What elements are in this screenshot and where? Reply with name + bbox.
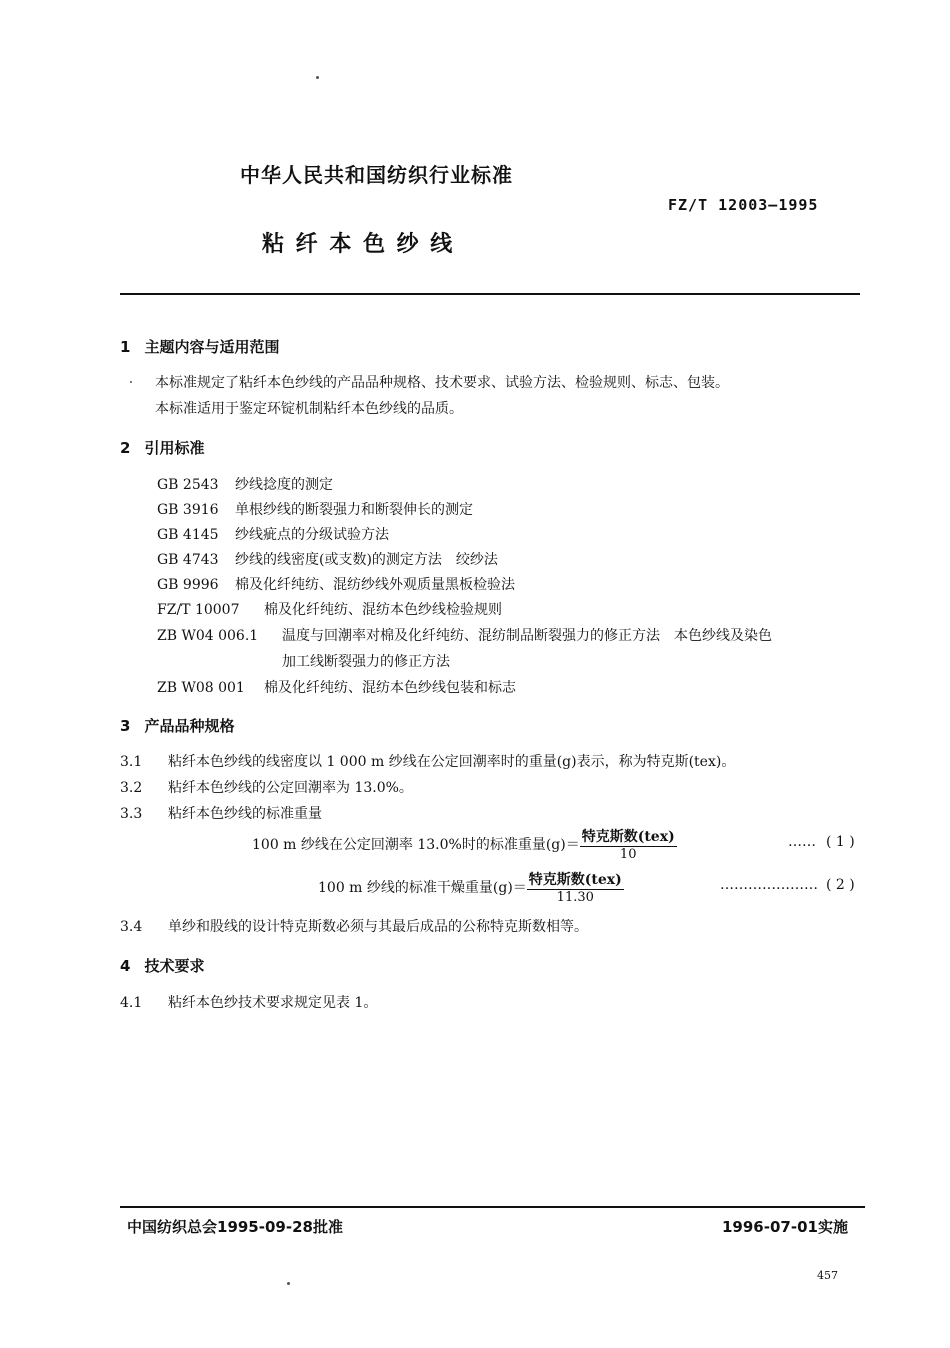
- approval-line: 中国纺织总会1995-09-28批准: [127, 1218, 343, 1236]
- clause: 3.3 粘纤本色纱线的标准重量: [120, 806, 322, 822]
- ref-item: GB 4743 纱线的线密度(或支数)的测定方法 绞纱法: [157, 552, 498, 568]
- formula-2: 100 m 纱线的标准干燥重量(g)＝ $\frac{\text{特克斯数(tex)}}{11.30}$: [318, 869, 624, 905]
- section-heading: 1 主题内容与适用范围: [120, 338, 280, 356]
- section-heading: 2 引用标准: [120, 439, 205, 457]
- scan-speck: [287, 1282, 290, 1285]
- ref-item: FZ/T 10007 棉及化纤纯纺、混纺本色纱线检验规则: [157, 602, 502, 618]
- ref-item-continuation: 加工线断裂强力的修正方法: [282, 654, 450, 670]
- formula-1: 100 m 纱线在公定回潮率 13.0%时的标准重量(g)＝ $\frac{\text{特克斯数(tex)}}{10}$: [252, 826, 677, 862]
- section-heading: 4 技术要求: [120, 957, 205, 975]
- ref-item: GB 2543 纱线捻度的测定: [157, 477, 333, 493]
- clause: 3.1 粘纤本色纱线的线密度以 1 000 m 纱线在公定回潮率时的重量(g)表示，称为特克斯(tex)。: [120, 754, 736, 770]
- formula-leader: …………………: [720, 877, 818, 893]
- formula-leader: ……: [788, 834, 816, 850]
- header-rule: [120, 293, 860, 295]
- clause: 3.2 粘纤本色纱线的公定回潮率为 13.0%。: [120, 780, 413, 796]
- formula-fraction: $\frac{\text{特克斯数(tex)}}{10}$: [580, 826, 677, 862]
- footer-rule: [120, 1206, 865, 1208]
- ref-item: GB 9996 棉及化纤纯纺、混纺纱线外观质量黑板检验法: [157, 577, 515, 593]
- paragraph: 本标准适用于鉴定环锭机制粘纤本色纱线的品质。: [155, 401, 463, 417]
- ref-item: ZB W04 006.1 温度与回潮率对棉及化纤纯纺、混纺制品断裂强力的修正方法 本色纱线及染色: [157, 628, 772, 644]
- clause: 4.1 粘纤本色纱技术要求规定见表 1。: [120, 995, 378, 1011]
- doc-title: 粘 纤 本 色 纱 线: [262, 232, 455, 257]
- formula-fraction: $\frac{\text{特克斯数(tex)}}{11.30}$: [527, 869, 624, 905]
- ref-item: GB 3916 单根纱线的断裂强力和断裂伸长的测定: [157, 502, 473, 518]
- clause: 3.4 单纱和股线的设计特克斯数必须与其最后成品的公称特克斯数相等。: [120, 919, 588, 935]
- scan-speck: [316, 76, 319, 79]
- section-heading: 3 产品品种规格: [120, 717, 235, 735]
- effective-date: 1996-07-01实施: [722, 1218, 848, 1236]
- ref-item: ZB W08 001 棉及化纤纯纺、混纺本色纱线包装和标志: [157, 680, 516, 696]
- org-title: 中华人民共和国纺织行业标准: [240, 163, 513, 187]
- formula-label: ( 1 ): [826, 834, 855, 850]
- scan-speck: [130, 381, 132, 383]
- std-number: FZ/T 12003—1995: [668, 196, 819, 214]
- page-number: 457: [817, 1269, 838, 1282]
- formula-label: ( 2 ): [826, 877, 855, 893]
- paragraph: 本标准规定了粘纤本色纱线的产品品种规格、技术要求、试验方法、检验规则、标志、包装。: [155, 375, 729, 391]
- ref-item: GB 4145 纱线疵点的分级试验方法: [157, 527, 389, 543]
